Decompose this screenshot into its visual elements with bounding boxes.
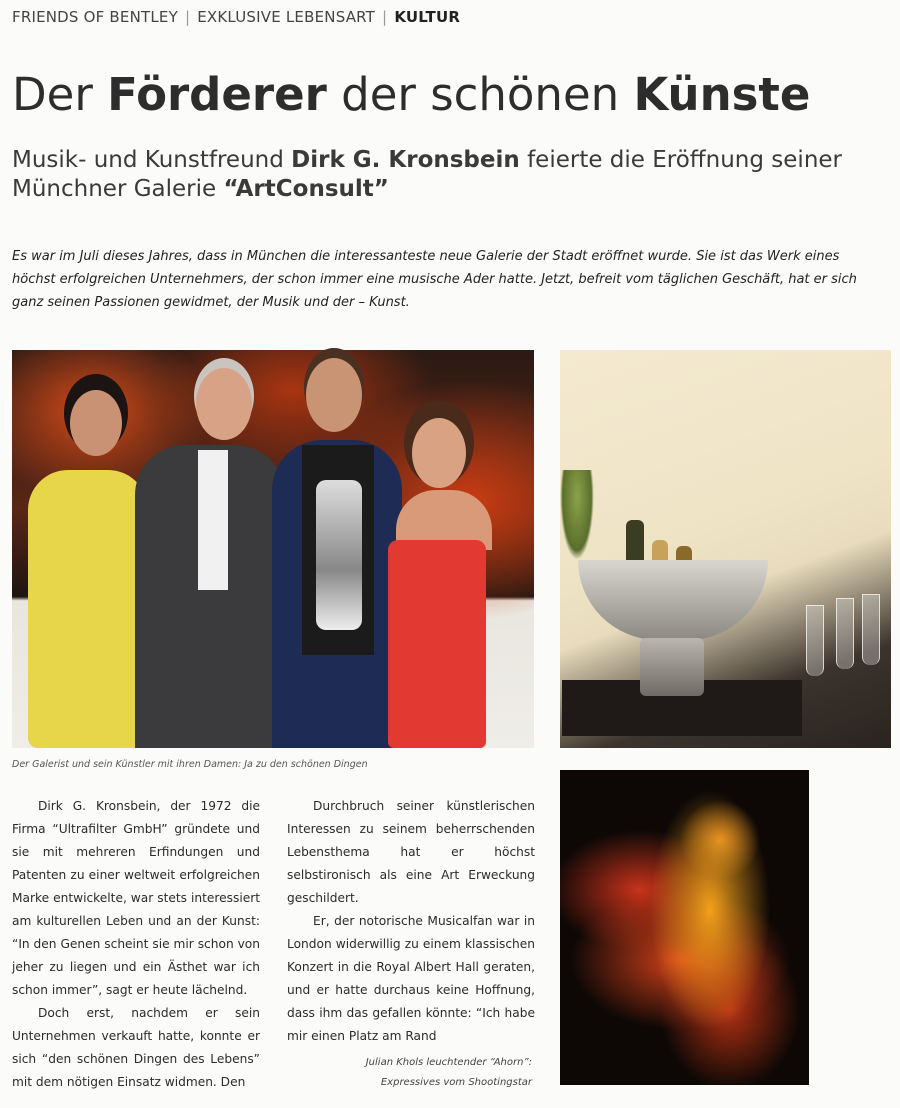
body-paragraph: Durchbruch seiner künstlerischen Interessen zu seinem beherrschenden Lebensthema hat er höchst selbstironisch als eine Art Erweckung geschildert. bbox=[287, 799, 535, 905]
header-section-kultur: KULTUR bbox=[394, 8, 461, 26]
shirt-print bbox=[316, 480, 362, 630]
group-photo-caption: Der Galerist und sein Künstler mit ihren Damen: Ja zu den schönen Dingen bbox=[12, 759, 368, 770]
body-column-1 bbox=[12, 795, 260, 1094]
subheadline-text: feierte die Eröffnung seiner Münchner Galerie bbox=[12, 147, 843, 202]
woman-red-head bbox=[412, 418, 466, 488]
article-subheadline bbox=[12, 146, 872, 204]
header-separator: | bbox=[382, 8, 388, 26]
header-section-friends: FRIENDS OF BENTLEY bbox=[12, 8, 178, 26]
subheadline-text: Musik- und Kunstfreund bbox=[12, 147, 292, 173]
article-lead: Es war im Juli dieses Jahres, dass in München die interessanteste neue Galerie der Stadt eröffnet wurde. Sie ist das Werk eines höchst erfolgreichen Unternehmers, der schon immer eine musische Ader hatte. Jetzt, befreit vom täglichen Geschäft, hat er sich ganz seinen Passionen gewidmet, der Musik und der – Kunst. bbox=[12, 249, 857, 310]
header-section-lebensart: EXKLUSIVE LEBENSART bbox=[197, 8, 376, 26]
body-column-2 bbox=[287, 795, 535, 1048]
headline-bold: Künste bbox=[633, 68, 811, 121]
woman-red-dress bbox=[388, 540, 486, 748]
painting-photo bbox=[560, 770, 809, 1085]
plant-decoration bbox=[560, 470, 594, 560]
wine-glass bbox=[836, 598, 854, 669]
subheadline-bold: “ArtConsult” bbox=[223, 176, 389, 202]
subheadline-bold: Dirk G. Kronsbein bbox=[291, 147, 520, 173]
man-white-shirt bbox=[198, 450, 228, 590]
article-headline bbox=[12, 70, 810, 120]
painting-caption-line: Expressives vom Shootingstar bbox=[380, 1077, 532, 1088]
man-young-head bbox=[306, 358, 362, 432]
header-separator: | bbox=[184, 8, 191, 26]
painting-caption-line: Julian Khols leuchtender “Ahorn”: bbox=[365, 1057, 532, 1068]
headline-text: der schönen bbox=[326, 68, 634, 121]
body-paragraph: Doch erst, nachdem er sein Unternehmen verkauft hatte, konnte er sich “den schönen Dingen des Lebens” mit dem nötigen Einsatz widmen. Den bbox=[12, 1006, 260, 1089]
woman-yellow-dress bbox=[28, 470, 148, 748]
man-grey-head bbox=[196, 368, 252, 440]
section-header bbox=[12, 8, 460, 26]
headline-bold: Förderer bbox=[107, 68, 327, 121]
painting-caption bbox=[292, 1053, 532, 1093]
headline-text: Der bbox=[12, 68, 108, 121]
wine-glass bbox=[806, 605, 824, 676]
body-paragraph: Er, der notorische Musicalfan war in London widerwillig zu einem klassischen Konzert in die Royal Albert Hall geraten, und er hatte durchaus keine Hoffnung, dass ihm das gefallen könnte: “Ich habe mir einen Platz am Rand bbox=[287, 914, 535, 1043]
champagne-bowl-stand bbox=[640, 638, 704, 696]
woman-yellow-head bbox=[70, 390, 122, 456]
wine-glass bbox=[862, 594, 880, 665]
body-paragraph: Dirk G. Kronsbein, der 1972 die Firma “Ultrafilter GmbH” gründete und sie mit mehreren Erfindungen und Patenten zu einer weltweit erfolgreichen Marke entwickelte, war stets interessiert am kulturellen Leben und an der Kunst: “In den Genen scheint sie mir schon von jeher zu liegen und ein Ästhet war ich schon immer”, sagt er heute lächelnd. bbox=[12, 799, 260, 997]
